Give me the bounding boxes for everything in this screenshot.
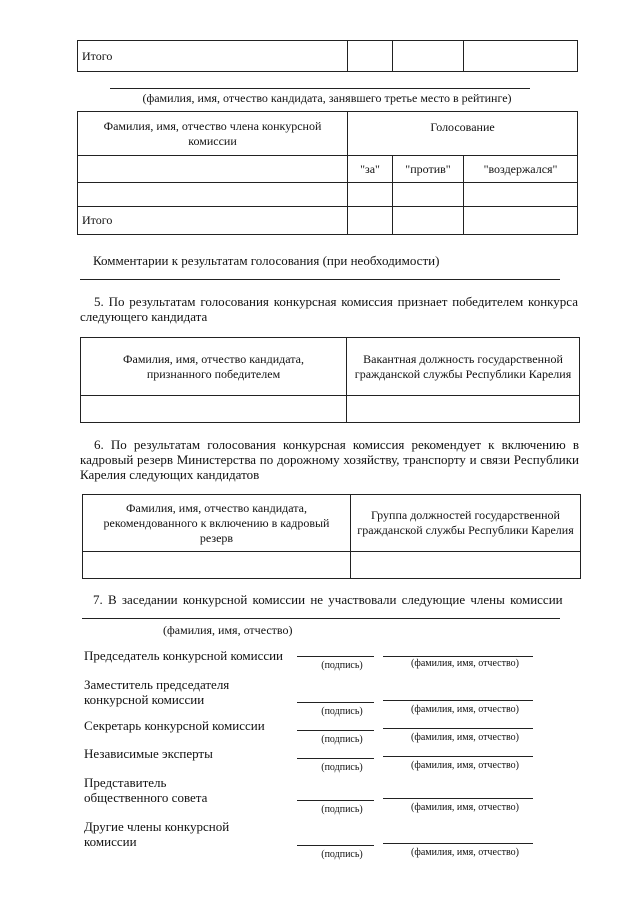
candidate-caption: (фамилия, имя, отчество кандидата, занявшего третье место в рейтинге): [142, 91, 512, 105]
col-against: "против": [393, 156, 464, 183]
name-line: [383, 728, 533, 729]
section7-text: 7. В заседании конкурсной комиссии не участвовали следующие члены комиссии: [93, 592, 563, 607]
signature-caption: (подпись): [321, 660, 363, 671]
comments-label: Комментарии к результатам голосования (при необходимости): [93, 253, 440, 268]
name-line: [383, 700, 533, 701]
reserve-table: [82, 494, 581, 579]
name-line: [383, 843, 533, 844]
name-line: [383, 656, 533, 657]
col-for: "за": [348, 156, 393, 183]
name-caption: (фамилия, имя, отчество): [411, 847, 519, 858]
voting-table: [77, 111, 578, 235]
voting-header: Голосование: [348, 112, 578, 156]
signature-line: [297, 656, 374, 657]
signature-caption: (подпись): [321, 804, 363, 815]
signature-line: [297, 702, 374, 703]
signature-role: Другие члены конкурсной комиссии: [84, 819, 230, 849]
name-caption: (фамилия, имя, отчество): [411, 760, 519, 771]
col-abstained: "воздержался": [464, 156, 578, 183]
absent-fio-caption: (фамилия, имя, отчество): [163, 623, 293, 637]
absent-members-line: [82, 618, 560, 619]
signature-role: Заместитель председателя конкурсной комиссии: [84, 677, 230, 707]
winner-table: [80, 337, 580, 423]
name-caption: (фамилия, имя, отчество): [411, 704, 519, 715]
total-label: Итого: [78, 41, 348, 72]
comments-line: [80, 279, 560, 280]
section5-text: 5. По результатам голосования конкурсная комиссия признает победителем конкурса следующего кандидата: [80, 294, 578, 324]
signature-caption: (подпись): [321, 706, 363, 717]
signature-line: [297, 758, 374, 759]
section6-text: 6. По результатам голосования конкурсная комиссия рекомендует к включению в кадровый резерв Министерства по дорожному хозяйству, транспорту и связи Республики Карелия следующих кандидатов: [80, 437, 579, 482]
signature-caption: (подпись): [321, 762, 363, 773]
signature-role: Независимые эксперты: [84, 746, 213, 761]
winner-name-header: Фамилия, имя, отчество кандидата, признанного победителем: [81, 338, 347, 396]
signature-line: [297, 800, 374, 801]
signature-role: Секретарь конкурсной комиссии: [84, 718, 265, 733]
name-line: [383, 798, 533, 799]
winner-position-header: Вакантная должность государственной гражданской службы Республики Карелия: [347, 338, 580, 396]
name-caption: (фамилия, имя, отчество): [411, 802, 519, 813]
signature-caption: (подпись): [321, 734, 363, 745]
voting-table-top: [77, 40, 578, 72]
member-header: Фамилия, имя, отчество члена конкурсной комиссии: [78, 112, 348, 156]
reserve-group-header: Группа должностей государственной гражданской службы Республики Карелия: [351, 495, 581, 552]
candidate-name-line: [110, 88, 530, 89]
total-label-2: Итого: [78, 207, 348, 235]
name-line: [383, 756, 533, 757]
signature-line: [297, 845, 374, 846]
signature-role: Представитель общественного совета: [84, 775, 208, 805]
signature-line: [297, 730, 374, 731]
name-caption: (фамилия, имя, отчество): [411, 732, 519, 743]
name-caption: (фамилия, имя, отчество): [411, 658, 519, 669]
reserve-name-header: Фамилия, имя, отчество кандидата, рекомендованного к включению в кадровый резерв: [83, 495, 351, 552]
signature-role: Председатель конкурсной комиссии: [84, 648, 284, 663]
signature-caption: (подпись): [321, 849, 363, 860]
